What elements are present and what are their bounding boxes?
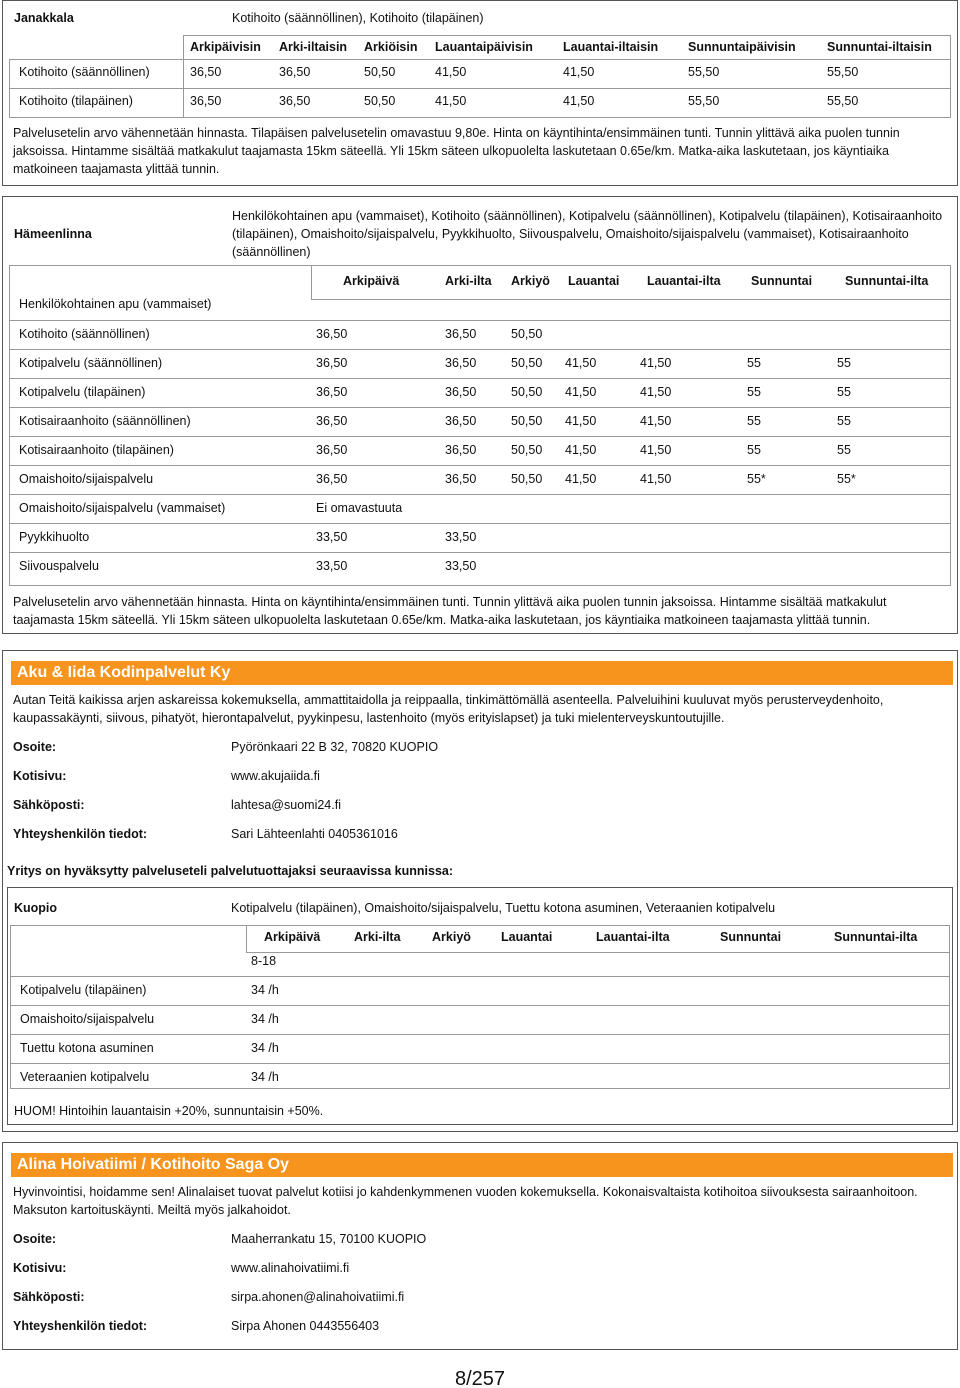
contact-label: Sähköposti: bbox=[13, 798, 85, 812]
service-list: Kotipalvelu (tilapäinen), Omaishoito/sijaispalvelu, Tuettu kotona asuminen, Veteraanien kotipalvelu bbox=[231, 901, 776, 915]
contact-label: Sähköposti: bbox=[13, 1290, 85, 1304]
table-cell: 36,50 bbox=[316, 443, 348, 457]
table-cell: 55,50 bbox=[827, 65, 859, 79]
table-cell: Ei omavastuuta bbox=[316, 501, 403, 515]
kuopio-subsection bbox=[7, 887, 953, 1125]
table-cell: 33,50 bbox=[445, 530, 477, 544]
table-cell: 41,50 bbox=[435, 94, 467, 108]
provider-description: Autan Teitä kaikissa arjen askareissa kokemuksella, ammattitaidolla ja reippaalla, tinkimättömällä asenteella. Palveluihini kuuluvat myös perusterveydenhoito, kaupassakäynti, siivous, pihatyöt, hierontapalvelut, pyykinpesu, lastenhoito (myös erityislapset) ja tuki mielenterveyskuntoutujille. bbox=[13, 693, 884, 725]
table-cell: 41,50 bbox=[640, 414, 672, 428]
website-link[interactable]: www.akujaiida.fi bbox=[231, 769, 320, 783]
col-header: Lauantai-iltaisin bbox=[563, 40, 659, 54]
table-cell: 36,50 bbox=[190, 94, 222, 108]
table-cell: 55,50 bbox=[688, 94, 720, 108]
table-cell: 36,50 bbox=[445, 356, 477, 370]
table-cell: 50,50 bbox=[511, 327, 543, 341]
table-cell: 36,50 bbox=[316, 356, 348, 370]
table-cell: 50,50 bbox=[511, 472, 543, 486]
table-cell: 34 /h bbox=[251, 1070, 279, 1084]
table-cell: 36,50 bbox=[279, 65, 311, 79]
row-label: Omaishoito/sijaispalvelu bbox=[19, 472, 154, 486]
table-cell: 41,50 bbox=[435, 65, 467, 79]
table-cell: 55 bbox=[747, 356, 761, 370]
table-cell: 55* bbox=[837, 472, 856, 486]
row-label: Henkilökohtainen apu (vammaiset) bbox=[19, 297, 212, 311]
table-cell: 55,50 bbox=[688, 65, 720, 79]
row-label: Kotipalvelu (tilapäinen) bbox=[20, 983, 147, 997]
table-cell: 55 bbox=[747, 385, 761, 399]
contact-label: Kotisivu: bbox=[13, 1261, 67, 1275]
table-cell: 41,50 bbox=[640, 443, 672, 457]
table-cell: 33,50 bbox=[445, 559, 477, 573]
col-header: Arkipäivä bbox=[264, 930, 321, 944]
row-label: Pyykkihuolto bbox=[19, 530, 90, 544]
table-cell: 41,50 bbox=[640, 472, 672, 486]
email-link[interactable]: sirpa.ahonen@alinahoivatiimi.fi bbox=[231, 1290, 405, 1304]
table-cell: 41,50 bbox=[565, 472, 597, 486]
table-cell: 36,50 bbox=[316, 472, 348, 486]
contact-label: Yhteyshenkilön tiedot: bbox=[13, 827, 148, 841]
service-list: Kotihoito (säännöllinen), Kotihoito (tilapäinen) bbox=[232, 11, 484, 25]
provider-aku-section bbox=[2, 650, 958, 1132]
col-header: Sunnuntai-ilta bbox=[834, 930, 918, 944]
row-label: Omaishoito/sijaispalvelu bbox=[20, 1012, 155, 1026]
email-link[interactable]: lahtesa@suomi24.fi bbox=[231, 798, 341, 812]
table-cell: 41,50 bbox=[565, 356, 597, 370]
col-header: Arkiöisin bbox=[364, 40, 418, 54]
table-cell: 41,50 bbox=[565, 414, 597, 428]
price-note: Palvelusetelin arvo vähennetään hinnasta. Tilapäisen palvelusetelin omavastuu 9,80e. Hinta on käyntihinta/ensimmäinen tunti. Tunnin ylittävä aika puolen tunnin jaksoissa. Hintamme sisältää matkakulut taajamasta 15km säteellä. Yli 15km säteen ulkopuolelta laskutetaan 0.65e/km. Matka-aika laskutetaan, jos käyntiaika matkoineen taajamasta ylittää tunnin. bbox=[13, 126, 900, 176]
table-cell: 55 bbox=[837, 443, 851, 457]
table-cell: 36,50 bbox=[445, 472, 477, 486]
table-cell: 55,50 bbox=[827, 94, 859, 108]
col-header: Lauantaipäivisin bbox=[435, 40, 533, 54]
row-label: Tuettu kotona asuminen bbox=[20, 1041, 154, 1055]
table-cell: 50,50 bbox=[364, 65, 396, 79]
contact-label: Osoite: bbox=[13, 1232, 57, 1246]
page-number: 8/257 bbox=[454, 1368, 506, 1388]
col-header: Sunnuntai bbox=[720, 930, 782, 944]
approved-heading: Yritys on hyväksytty palveluseteli palvelutuottajaksi seuraavissa kunnissa: bbox=[7, 864, 454, 878]
table-cell: 41,50 bbox=[565, 385, 597, 399]
table-cell: 55 bbox=[747, 443, 761, 457]
table-cell: 41,50 bbox=[563, 94, 595, 108]
price-note: HUOM! Hintoihin lauantaisin +20%, sunnuntaisin +50%. bbox=[14, 1104, 324, 1118]
contact-label: Osoite: bbox=[13, 740, 57, 754]
col-header: Lauantai bbox=[568, 274, 620, 288]
table-cell: 33,50 bbox=[316, 559, 348, 573]
city-name: Janakkala bbox=[14, 11, 74, 25]
website-link[interactable]: www.alinahoivatiimi.fi bbox=[231, 1261, 350, 1275]
contact-person: Sirpa Ahonen 0443556403 bbox=[231, 1319, 380, 1333]
table-cell: 55 bbox=[837, 356, 851, 370]
table-cell: 55 bbox=[837, 414, 851, 428]
contact-label: Kotisivu: bbox=[13, 769, 67, 783]
col-header: Sunnuntai-ilta bbox=[845, 274, 929, 288]
col-header: Sunnuntai bbox=[751, 274, 813, 288]
service-list: Henkilökohtainen apu (vammaiset), Kotihoito (säännöllinen), Kotipalvelu (säännöllinen), Kotipalvelu (tilapäinen), Kotisairaanhoito (tilapäinen), Omaishoito/sijaispalvelu, Pyykkihuolto, Siivouspalvelu, Omaishoito/sijaispalvelu (vammaiset), Kotisairaanhoito (säännöllinen) bbox=[232, 209, 943, 259]
col-header: Arkiyö bbox=[511, 274, 550, 288]
table-cell: 50,50 bbox=[511, 443, 543, 457]
col-header: Arki-ilta bbox=[354, 930, 401, 944]
row-label: Omaishoito/sijaispalvelu (vammaiset) bbox=[19, 501, 226, 515]
table-cell: 34 /h bbox=[251, 1041, 279, 1055]
row-label: Kotisairaanhoito (säännöllinen) bbox=[19, 414, 191, 428]
provider-title: Aku & Iida Kodinpalvelut Ky bbox=[11, 661, 953, 685]
table-cell: 36,50 bbox=[316, 327, 348, 341]
col-header: Lauantai bbox=[501, 930, 553, 944]
provider-description: Hyvinvointisi, hoidamme sen! Alinalaiset tuovat palvelut kotiisi jo kahdenkymmenen vuoden kokemuksella. Kokonaisvaltaista kotihoitoa siivouksesta sairaanhoitoon. Maksuton kartoituskäynti. Meiltä myös jalkahoidot. bbox=[13, 1185, 918, 1217]
table-cell: 34 /h bbox=[251, 1012, 279, 1026]
table-cell: 33,50 bbox=[316, 530, 348, 544]
provider-alina-section bbox=[2, 1142, 958, 1350]
row-label: Siivouspalvelu bbox=[19, 559, 99, 573]
row-label: Kotihoito (säännöllinen) bbox=[19, 65, 150, 79]
contact-person: Sari Lähteenlahti 0405361016 bbox=[231, 827, 398, 841]
col-header: Lauantai-ilta bbox=[596, 930, 670, 944]
table-cell: 41,50 bbox=[640, 385, 672, 399]
row-label: Veteraanien kotipalvelu bbox=[20, 1070, 150, 1084]
col-header: Arkiyö bbox=[432, 930, 471, 944]
col-header: Lauantai-ilta bbox=[647, 274, 721, 288]
table-cell: 55* bbox=[747, 472, 766, 486]
row-label: Kotipalvelu (tilapäinen) bbox=[19, 385, 146, 399]
col-header: Sunnuntai-iltaisin bbox=[827, 40, 932, 54]
table-cell: 41,50 bbox=[640, 356, 672, 370]
table-cell: 55 bbox=[747, 414, 761, 428]
table-cell: 34 /h bbox=[251, 983, 279, 997]
table-cell: 36,50 bbox=[190, 65, 222, 79]
table-cell: 36,50 bbox=[445, 414, 477, 428]
table-cell: 36,50 bbox=[279, 94, 311, 108]
table-cell: 36,50 bbox=[445, 385, 477, 399]
table-cell: 41,50 bbox=[563, 65, 595, 79]
provider-title: Alina Hoivatiimi / Kotihoito Saga Oy bbox=[11, 1153, 953, 1177]
contact-address: Maaherrankatu 15, 70100 KUOPIO bbox=[231, 1232, 427, 1246]
janakkala-section bbox=[2, 0, 958, 186]
col-header: Arkipäivä bbox=[343, 274, 400, 288]
table-cell: 36,50 bbox=[445, 443, 477, 457]
table-cell: 36,50 bbox=[316, 385, 348, 399]
col-header: Sunnuntaipäivisin bbox=[688, 40, 796, 54]
hameenlinna-section bbox=[2, 196, 958, 634]
row-label: Kotihoito (tilapäinen) bbox=[19, 94, 133, 108]
col-header: Arkipäivisin bbox=[190, 40, 261, 54]
table-cell: 55 bbox=[837, 385, 851, 399]
row-label: Kotisairaanhoito (tilapäinen) bbox=[19, 443, 174, 457]
row-label: Kotihoito (säännöllinen) bbox=[19, 327, 150, 341]
price-note: Palvelusetelin arvo vähennetään hinnasta. Hinta on käyntihinta/ensimmäinen tunti. Tunnin ylittävä aika puolen tunnin jaksoissa. Hintamme sisältää matkakulut taajamasta 15km säteellä. Yli 15km säteen ulkopuolelta laskutetaan 0.65e/km. Matka-aika laskutetaan, jos käyntiaika matkoineen taajamasta ylittää tunnin. bbox=[13, 595, 887, 627]
table-cell: 41,50 bbox=[565, 443, 597, 457]
contact-label: Yhteyshenkilön tiedot: bbox=[13, 1319, 148, 1333]
col-header: Arki-iltaisin bbox=[279, 40, 348, 54]
table-cell: 50,50 bbox=[511, 385, 543, 399]
time-range: 8-18 bbox=[251, 954, 277, 968]
table-cell: 50,50 bbox=[511, 414, 543, 428]
table-cell: 50,50 bbox=[364, 94, 396, 108]
table-cell: 36,50 bbox=[445, 327, 477, 341]
city-name: Hämeenlinna bbox=[14, 227, 92, 241]
table-cell: 36,50 bbox=[316, 414, 348, 428]
col-header: Arki-ilta bbox=[445, 274, 492, 288]
table-cell: 50,50 bbox=[511, 356, 543, 370]
contact-address: Pyörönkaari 22 B 32, 70820 KUOPIO bbox=[231, 740, 439, 754]
city-name: Kuopio bbox=[14, 901, 58, 915]
row-label: Kotipalvelu (säännöllinen) bbox=[19, 356, 163, 370]
